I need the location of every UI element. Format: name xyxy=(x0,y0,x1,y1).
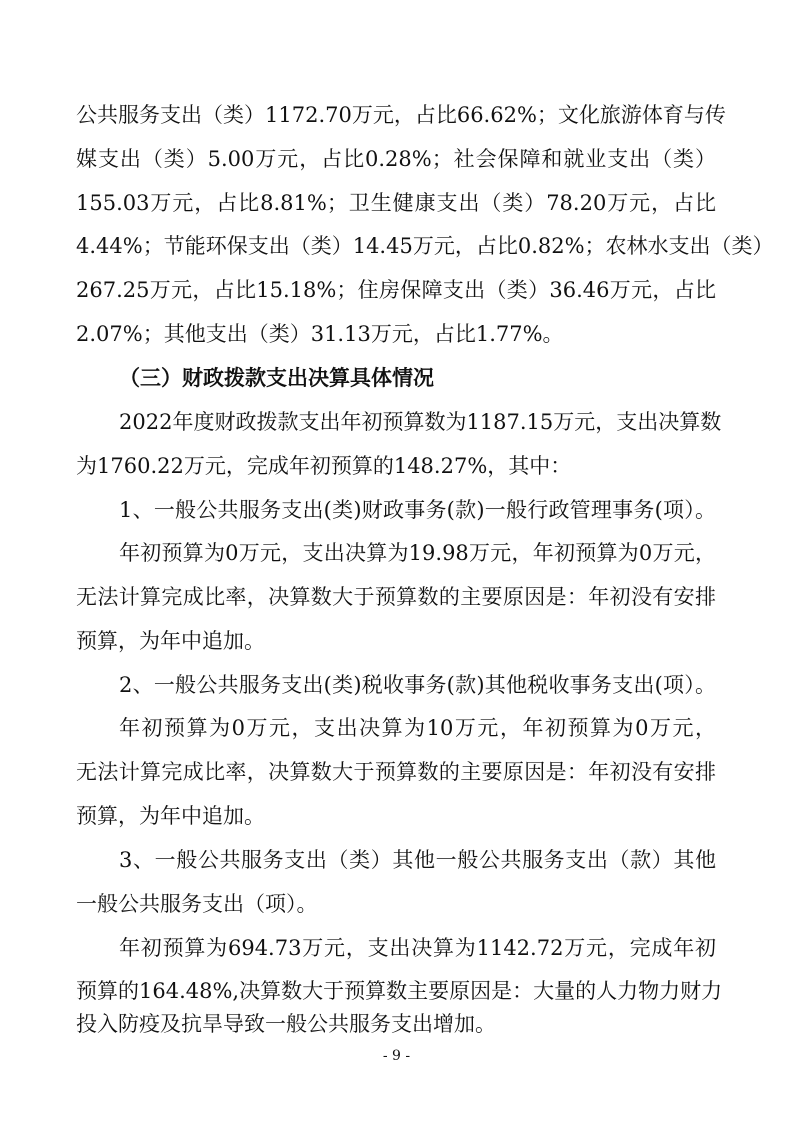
text-line: 年初预算为0万元，支出决算为10万元，年初预算为0万元， xyxy=(119,716,716,740)
text-line: 无法计算完成比率，决算数大于预算数的主要原因是：年初没有安排 xyxy=(76,585,716,609)
text-line: 155.03万元，占比8.81%；卫生健康支出（类）78.20万元，占比 xyxy=(76,191,716,215)
text-line: 预算，为年中追加。 xyxy=(76,804,265,828)
text-line: 预算，为年中追加。 xyxy=(76,629,265,653)
section-heading: （三）财政拨款支出决算具体情况 xyxy=(119,366,434,390)
text-line: 媒支出（类）5.00万元，占比0.28%；社会保障和就业支出（类） xyxy=(76,147,716,171)
text-line: 无法计算完成比率，决算数大于预算数的主要原因是：年初没有安排 xyxy=(76,760,716,784)
text-line: 公共服务支出（类）1172.70万元，占比66.62%；文化旅游体育与传 xyxy=(76,103,726,127)
page-number: - 9 - xyxy=(382,1048,411,1064)
text-line: 3、一般公共服务支出（类）其他一般公共服务支出（款）其他 xyxy=(119,848,716,872)
text-line: 2、一般公共服务支出(类)税收事务(款)其他税收事务支出(项）。 xyxy=(119,673,716,697)
text-line: 年初预算为0万元，支出决算为19.98万元，年初预算为0万元， xyxy=(119,541,716,565)
text-line: 2.07%；其他支出（类）31.13万元，占比1.77%。 xyxy=(76,322,564,346)
text-line: 年初预算为694.73万元，支出决算为1142.72万元，完成年初 xyxy=(119,936,716,960)
text-line: 1、一般公共服务支出(类)财政事务(款)一般行政管理事务(项）。 xyxy=(119,498,716,522)
text-line: 2022年度财政拨款支出年初预算数为1187.15万元，支出决算数 xyxy=(119,410,722,434)
text-line: 4.44%；节能环保支出（类）14.45万元，占比0.82%；农林水支出（类） xyxy=(76,234,774,258)
text-line: 一般公共服务支出（项）。 xyxy=(76,892,318,916)
text-line: 267.25万元，占比15.18%；住房保障支出（类）36.46万元，占比 xyxy=(76,278,716,302)
text-line: 为1760.22万元，完成年初预算的148.27%，其中： xyxy=(76,454,572,478)
text-line: 投入防疫及抗旱导致一般公共服务支出增加。 xyxy=(76,1012,496,1036)
text-line: 预算的164.48%,决算数大于预算数主要原因是：大量的人力物力财力 xyxy=(76,979,723,1003)
